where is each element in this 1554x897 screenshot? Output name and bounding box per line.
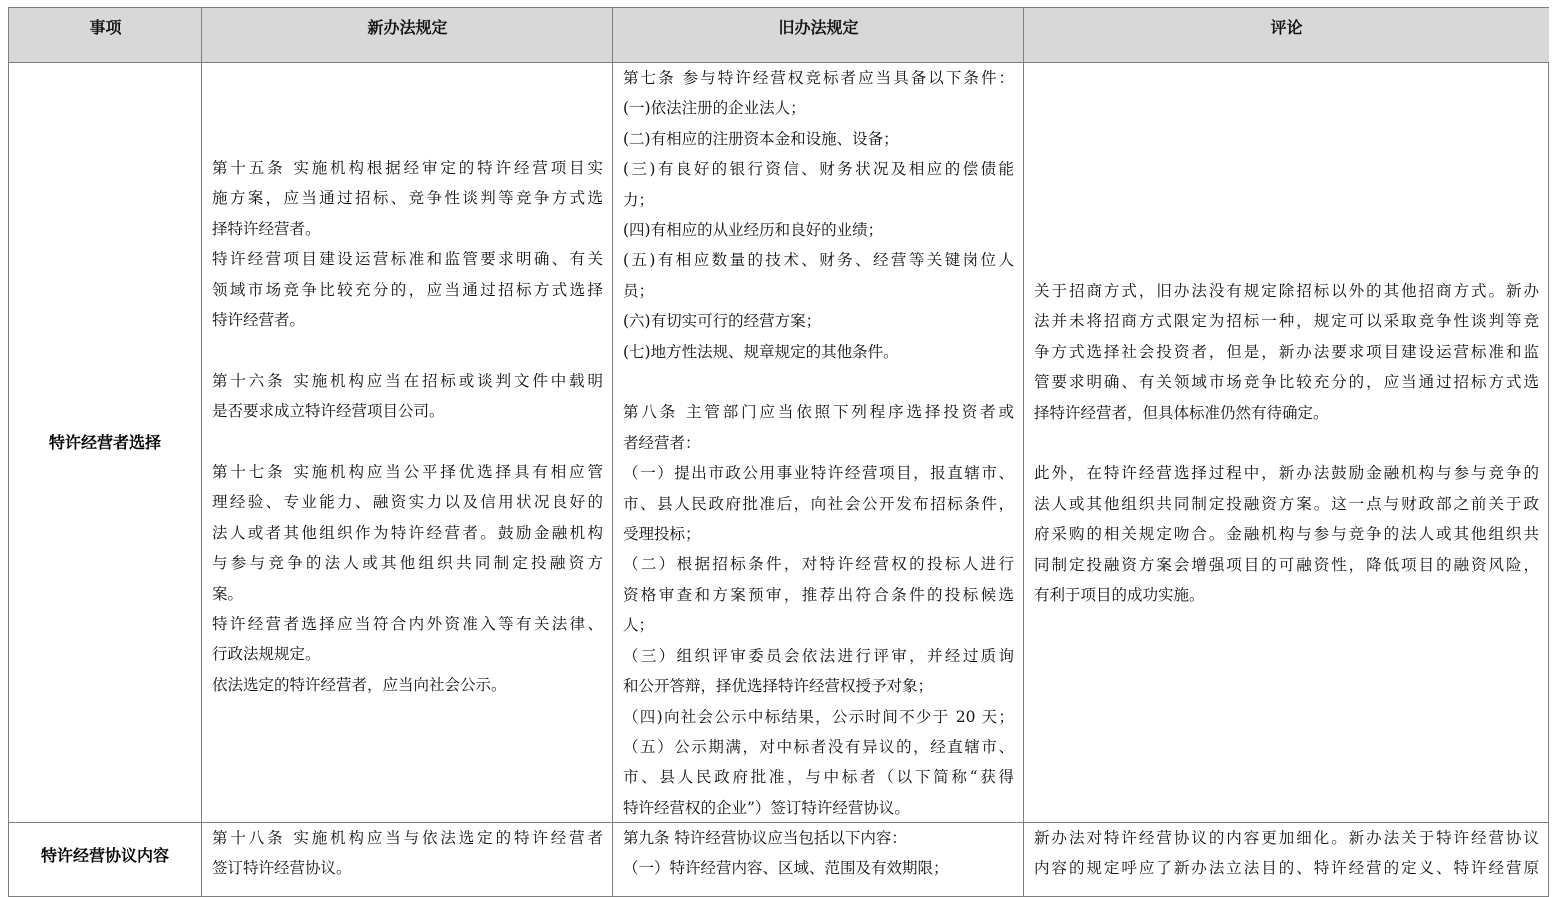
- column-divider: [612, 8, 613, 896]
- regulation-comparison-table: [8, 7, 1549, 897]
- row1-item-label: 特许经营者选择: [48, 433, 161, 452]
- row1-comment-text: 关于招商方式，旧办法没有规定除招标以外的其他招商方式。新办 法并未将招商方式限定为招标一种，规定可以采取竞争性谈判等竞 争方式选择社会投资者，但是，新办法要求项目建设运营标准和监 管要求明确、有关领域市场竞争比较充分的，应当通过招标方式选 择特许经营者，但具体标准仍然有待确定。 此外，在特许经营选择过程中，新办法鼓励金融机构与参与竞争的 法人或其他组织共同制定投融资方案。这一点与财政部之前关于政 府采购的相关规定吻合。金融机构与参与竞争的法人或其他组织共 同制定投融资方案会增强项目的可融资性，降低项目的融资风险， 有利于项目的成功实施。: [1034, 282, 1539, 605]
- row2-new-rules-text: 第十八条 实施机构应当与依法选定的特许经营者 签订特许经营协议。: [212, 829, 603, 878]
- row2-old-rules-text: 第九条 特许经营协议应当包括以下内容： （一）特许经营内容、区域、范围及有效期限；: [623, 829, 949, 878]
- row1-old-rules-text: 第七条 参与特许经营权竞标者应当具备以下条件： (一)依法注册的企业法人； (二)有相应的注册资本金和设施、设备； (三)有良好的银行资信、财务状况及相应的偿债能 力； (四)有相应的从业经历和良好的业绩； (五)有相应数量的技术、财务、经营等关键岗位人 员； (六)有切实可行的经营方案； (七)地方性法规、规章规定的其他条件。 第八条 主管部门应当依照下列程序选择投资者或 者经营者： （一）提出市政公用事业特许经营项目，报直辖市、 市、县人民政府批准后，向社会公开发布招标条件， 受理投标； （二）根据招标条件，对特许经营权的投标人进行 资格审查和方案预审，推荐出符合条件的投标候选 人； （三）组织评审委员会依法进行评审，并经过质询 和公开答辩，择优选择特许经营权授予对象； （四)向社会公示中标结果，公示时间不少于 20 天； （五）公示期满，对中标者没有异议的，经直辖市、 市、县人民政府批准，与中标者（以下简称“获得 特许经营权的企业”）签订特许经营协议。: [623, 69, 1014, 817]
- row2-item-label: 特许经营协议内容: [40, 846, 169, 865]
- header-new-rules: 新办法规定: [202, 8, 613, 63]
- row1-new-rules-text: 第十五条 实施机构根据经审定的特许经营项目实 施方案，应当通过招标、竞争性谈判等竞争方式选 择特许经营者。 特许经营项目建设运营标准和监管要求明确、有关 领域市场竞争比较充分的，应当通过招标方式选择 特许经营者。 第十六条 实施机构应当在招标或谈判文件中载明 是否要求成立特许经营项目公司。 第十七条 实施机构应当公平择优选择具有相应管 理经验、专业能力、融资实力以及信用状况良好的 法人或者其他组织作为特许经营者。鼓励金融机构 与参与竞争的法人或其他组织共同制定投融资方 案。 特许经营者选择应当符合内外资准入等有关法律、 行政法规规定。 依法选定的特许经营者，应当向社会公示。: [212, 159, 603, 694]
- header-item: 事项: [9, 8, 202, 63]
- row2-comment-text: 新办法对特许经营协议的内容更加细化。新办法关于特许经营协议 内容的规定呼应了新办法立法目的、特许经营的定义、特许经营原: [1034, 829, 1539, 878]
- header-comment: 评论: [1024, 8, 1549, 63]
- column-divider: [1023, 8, 1024, 896]
- column-divider: [201, 8, 202, 896]
- header-old-rules: 旧办法规定: [613, 8, 1024, 63]
